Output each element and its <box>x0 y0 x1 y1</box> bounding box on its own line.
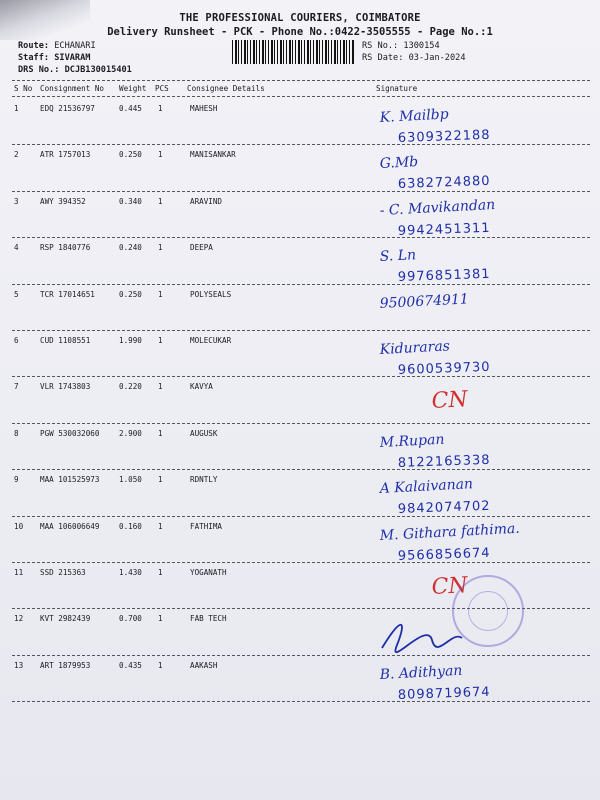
row-divider <box>12 237 590 238</box>
rs-info <box>362 40 466 64</box>
cell-consignment: EDQ 21536797 <box>40 104 95 113</box>
cell-consignment: PGW 530032060 <box>40 428 100 438</box>
signature-name: A Kalaivanan <box>379 476 474 498</box>
column-header-row <box>0 82 600 96</box>
cell-consignment: RSP 1840776 <box>40 243 91 253</box>
signature-name: - C. Mavikandan <box>379 196 496 219</box>
table-row <box>0 657 600 703</box>
table-row <box>0 146 600 192</box>
signature-cell <box>372 378 590 424</box>
handwritten-signature <box>372 100 590 146</box>
cell-consignment: TCR 17014651 <box>40 289 95 299</box>
signature-phone: 9566856674 <box>397 545 491 564</box>
handwritten-signature <box>372 332 590 378</box>
route-line <box>18 40 96 52</box>
cell-sno: 1 <box>14 104 19 113</box>
cell-weight: 1.430 <box>119 568 142 577</box>
signature-phone: 9942451311 <box>397 220 491 239</box>
cell-pcs: 1 <box>158 660 163 670</box>
row-divider <box>12 701 590 702</box>
cell-pcs: 1 <box>158 336 163 345</box>
signature-name: B. Adithyan <box>379 662 463 683</box>
handwritten-signature <box>372 425 590 471</box>
cell-pcs: 1 <box>158 196 163 206</box>
row-divider <box>12 423 590 424</box>
cell-consignment: VLR 1743803 <box>40 382 91 392</box>
signature-scribble <box>382 625 462 652</box>
col-weight: Weight <box>119 84 147 93</box>
table-row <box>0 518 600 564</box>
company-seal-stamp <box>452 575 524 647</box>
rs-date-label: RS Date: <box>362 53 404 63</box>
signature-phone: 9842074702 <box>397 498 491 518</box>
signature-name: G.Mb <box>379 154 419 173</box>
company-title: THE PROFESSIONAL COURIERS, COIMBATORE <box>179 12 421 24</box>
cell-weight: 0.700 <box>119 614 142 624</box>
row-divider <box>12 376 590 377</box>
cell-consignee: RDNTLY <box>190 475 218 485</box>
cell-weight: 0.435 <box>119 660 142 670</box>
col-consignee: Consignee Details <box>187 84 265 93</box>
cell-sno: 9 <box>14 475 19 485</box>
rs-date-line <box>362 52 466 64</box>
signature-cell <box>372 332 590 378</box>
cell-pcs: 1 <box>158 150 163 160</box>
cell-weight: 0.220 <box>119 382 142 392</box>
cell-pcs: 1 <box>158 568 163 577</box>
signature-cell <box>372 471 590 517</box>
cell-consignee: POLYSEALS <box>190 289 232 299</box>
cell-sno: 10 <box>14 521 24 531</box>
signature-cell <box>372 657 590 703</box>
cell-sno: 8 <box>14 428 19 438</box>
cell-consignee: MOLECUKAR <box>190 336 232 345</box>
cell-pcs: 1 <box>158 104 163 113</box>
cell-pcs: 1 <box>158 521 163 531</box>
cell-sno: 4 <box>14 243 19 253</box>
row-divider <box>12 516 590 517</box>
drs-line <box>18 64 132 76</box>
cell-consignee: YOGANATH <box>190 568 227 577</box>
cell-pcs: 1 <box>158 475 163 485</box>
route-label: Route: <box>18 41 50 51</box>
handwritten-signature <box>372 657 590 703</box>
staff-value: SIVARAM <box>54 53 91 63</box>
handwritten-signature <box>372 193 590 239</box>
cell-consignment: KVT 2982439 <box>40 614 91 624</box>
signature-name: CN <box>431 387 469 415</box>
staff-line <box>18 52 90 64</box>
cell-sno: 11 <box>14 568 24 577</box>
signature-name: M.Rupan <box>379 431 445 451</box>
signature-phone: 9600539730 <box>397 359 491 378</box>
row-divider <box>12 562 590 563</box>
runsheet-subtitle: Delivery Runsheet - PCK - Phone No.:0422-3505555 - Page No.:1 <box>107 26 493 38</box>
cell-consignee: DEEPA <box>190 243 213 253</box>
drs-label: DRS No.: <box>18 65 60 75</box>
cell-consignment: ART 1879953 <box>40 660 91 670</box>
cell-weight: 0.445 <box>119 104 142 113</box>
signature-phone: 8098719674 <box>397 684 491 703</box>
signature-phone: 8122165338 <box>397 452 491 471</box>
signature-cell <box>372 239 590 285</box>
cell-sno: 5 <box>14 289 19 299</box>
col-sno: S No <box>14 84 33 93</box>
handwritten-signature <box>372 286 590 332</box>
row-divider <box>12 284 590 285</box>
cell-sno: 2 <box>14 150 19 160</box>
cell-pcs: 1 <box>158 243 163 253</box>
cell-weight: 0.240 <box>119 243 142 253</box>
table-row <box>0 332 600 378</box>
cell-sno: 3 <box>14 196 19 206</box>
signature-cell <box>372 425 590 471</box>
cell-weight: 0.250 <box>119 150 142 160</box>
handwritten-signature <box>372 471 590 517</box>
signature-phone: 6309322188 <box>397 127 491 146</box>
table-row <box>0 471 600 517</box>
handwritten-signature <box>372 146 590 192</box>
table-row <box>0 425 600 471</box>
handwritten-signature <box>372 378 590 424</box>
cell-consignment: CUD 1108551 <box>40 336 91 345</box>
cell-consignment: MAA 106006649 <box>40 521 100 531</box>
signature-phone: 9976851381 <box>397 266 491 286</box>
header-bottom-divider <box>12 96 590 97</box>
header-top-divider <box>12 80 590 81</box>
signature-name: S. Ln <box>379 247 417 266</box>
cell-weight: 0.340 <box>119 196 142 206</box>
cell-consignment: AWY 394352 <box>40 196 86 206</box>
handwritten-signature <box>372 518 590 564</box>
row-divider <box>12 330 590 331</box>
cell-consignee: KAVYA <box>190 382 213 392</box>
cell-consignment: ATR 1757013 <box>40 150 91 160</box>
row-divider <box>12 655 590 656</box>
signature-cell <box>372 286 590 332</box>
signature-cell <box>372 193 590 239</box>
table-row <box>0 239 600 285</box>
cell-consignment: SSD 215363 <box>40 568 86 577</box>
cell-sno: 13 <box>14 660 24 670</box>
row-divider <box>12 469 590 470</box>
rs-no-line <box>362 40 466 52</box>
barcode <box>232 40 354 64</box>
cell-sno: 7 <box>14 382 19 392</box>
cell-consignee: AAKASH <box>190 660 218 670</box>
cell-weight: 1.050 <box>119 475 142 485</box>
signature-name: M. Githara fathima. <box>379 520 521 544</box>
table-row <box>0 100 600 146</box>
cell-weight: 0.250 <box>119 289 142 299</box>
cell-consignment: MAA 101525973 <box>40 475 100 485</box>
col-pcs: PCS <box>155 84 169 93</box>
signature-name: K. Mailbp <box>379 106 450 126</box>
staff-label: Staff: <box>18 53 50 63</box>
route-value: ECHANARI <box>54 41 96 51</box>
drs-value: DCJB130015401 <box>64 65 132 75</box>
cell-sno: 6 <box>14 336 19 345</box>
cell-weight: 2.900 <box>119 428 142 438</box>
cell-consignee: ARAVIND <box>190 196 223 206</box>
cell-pcs: 1 <box>158 614 163 624</box>
rs-date-value: 03-Jan-2024 <box>408 53 466 63</box>
cell-sno: 12 <box>14 614 24 624</box>
handwritten-signature <box>372 239 590 285</box>
row-divider <box>12 191 590 192</box>
cell-consignee: MAHESH <box>190 104 218 113</box>
cell-pcs: 1 <box>158 428 163 438</box>
cell-weight: 1.990 <box>119 336 142 345</box>
col-signature: Signature <box>376 84 418 93</box>
signature-phone: 6382724880 <box>397 174 491 193</box>
cell-pcs: 1 <box>158 289 163 299</box>
cell-consignee: FATHIMA <box>190 521 223 531</box>
signature-name: 9500674911 <box>379 290 470 312</box>
signature-cell <box>372 100 590 146</box>
rs-no-value: 1300154 <box>403 41 440 51</box>
table-row <box>0 193 600 239</box>
cell-consignee: FAB TECH <box>190 614 227 624</box>
rs-no-label: RS No.: <box>362 41 399 51</box>
signature-name: Kiduraras <box>379 338 451 358</box>
row-divider <box>12 144 590 145</box>
signature-name: CN <box>431 573 469 600</box>
cell-weight: 0.160 <box>119 521 142 531</box>
seal-inner-ring <box>468 591 508 631</box>
col-consignment: Consignment No <box>40 84 105 93</box>
table-row <box>0 378 600 424</box>
table-row <box>0 286 600 332</box>
cell-pcs: 1 <box>158 382 163 392</box>
cell-consignee: MANISANKAR <box>190 150 236 160</box>
signature-cell <box>372 146 590 192</box>
cell-consignee: AUGUSK <box>190 428 218 438</box>
signature-cell <box>372 518 590 564</box>
